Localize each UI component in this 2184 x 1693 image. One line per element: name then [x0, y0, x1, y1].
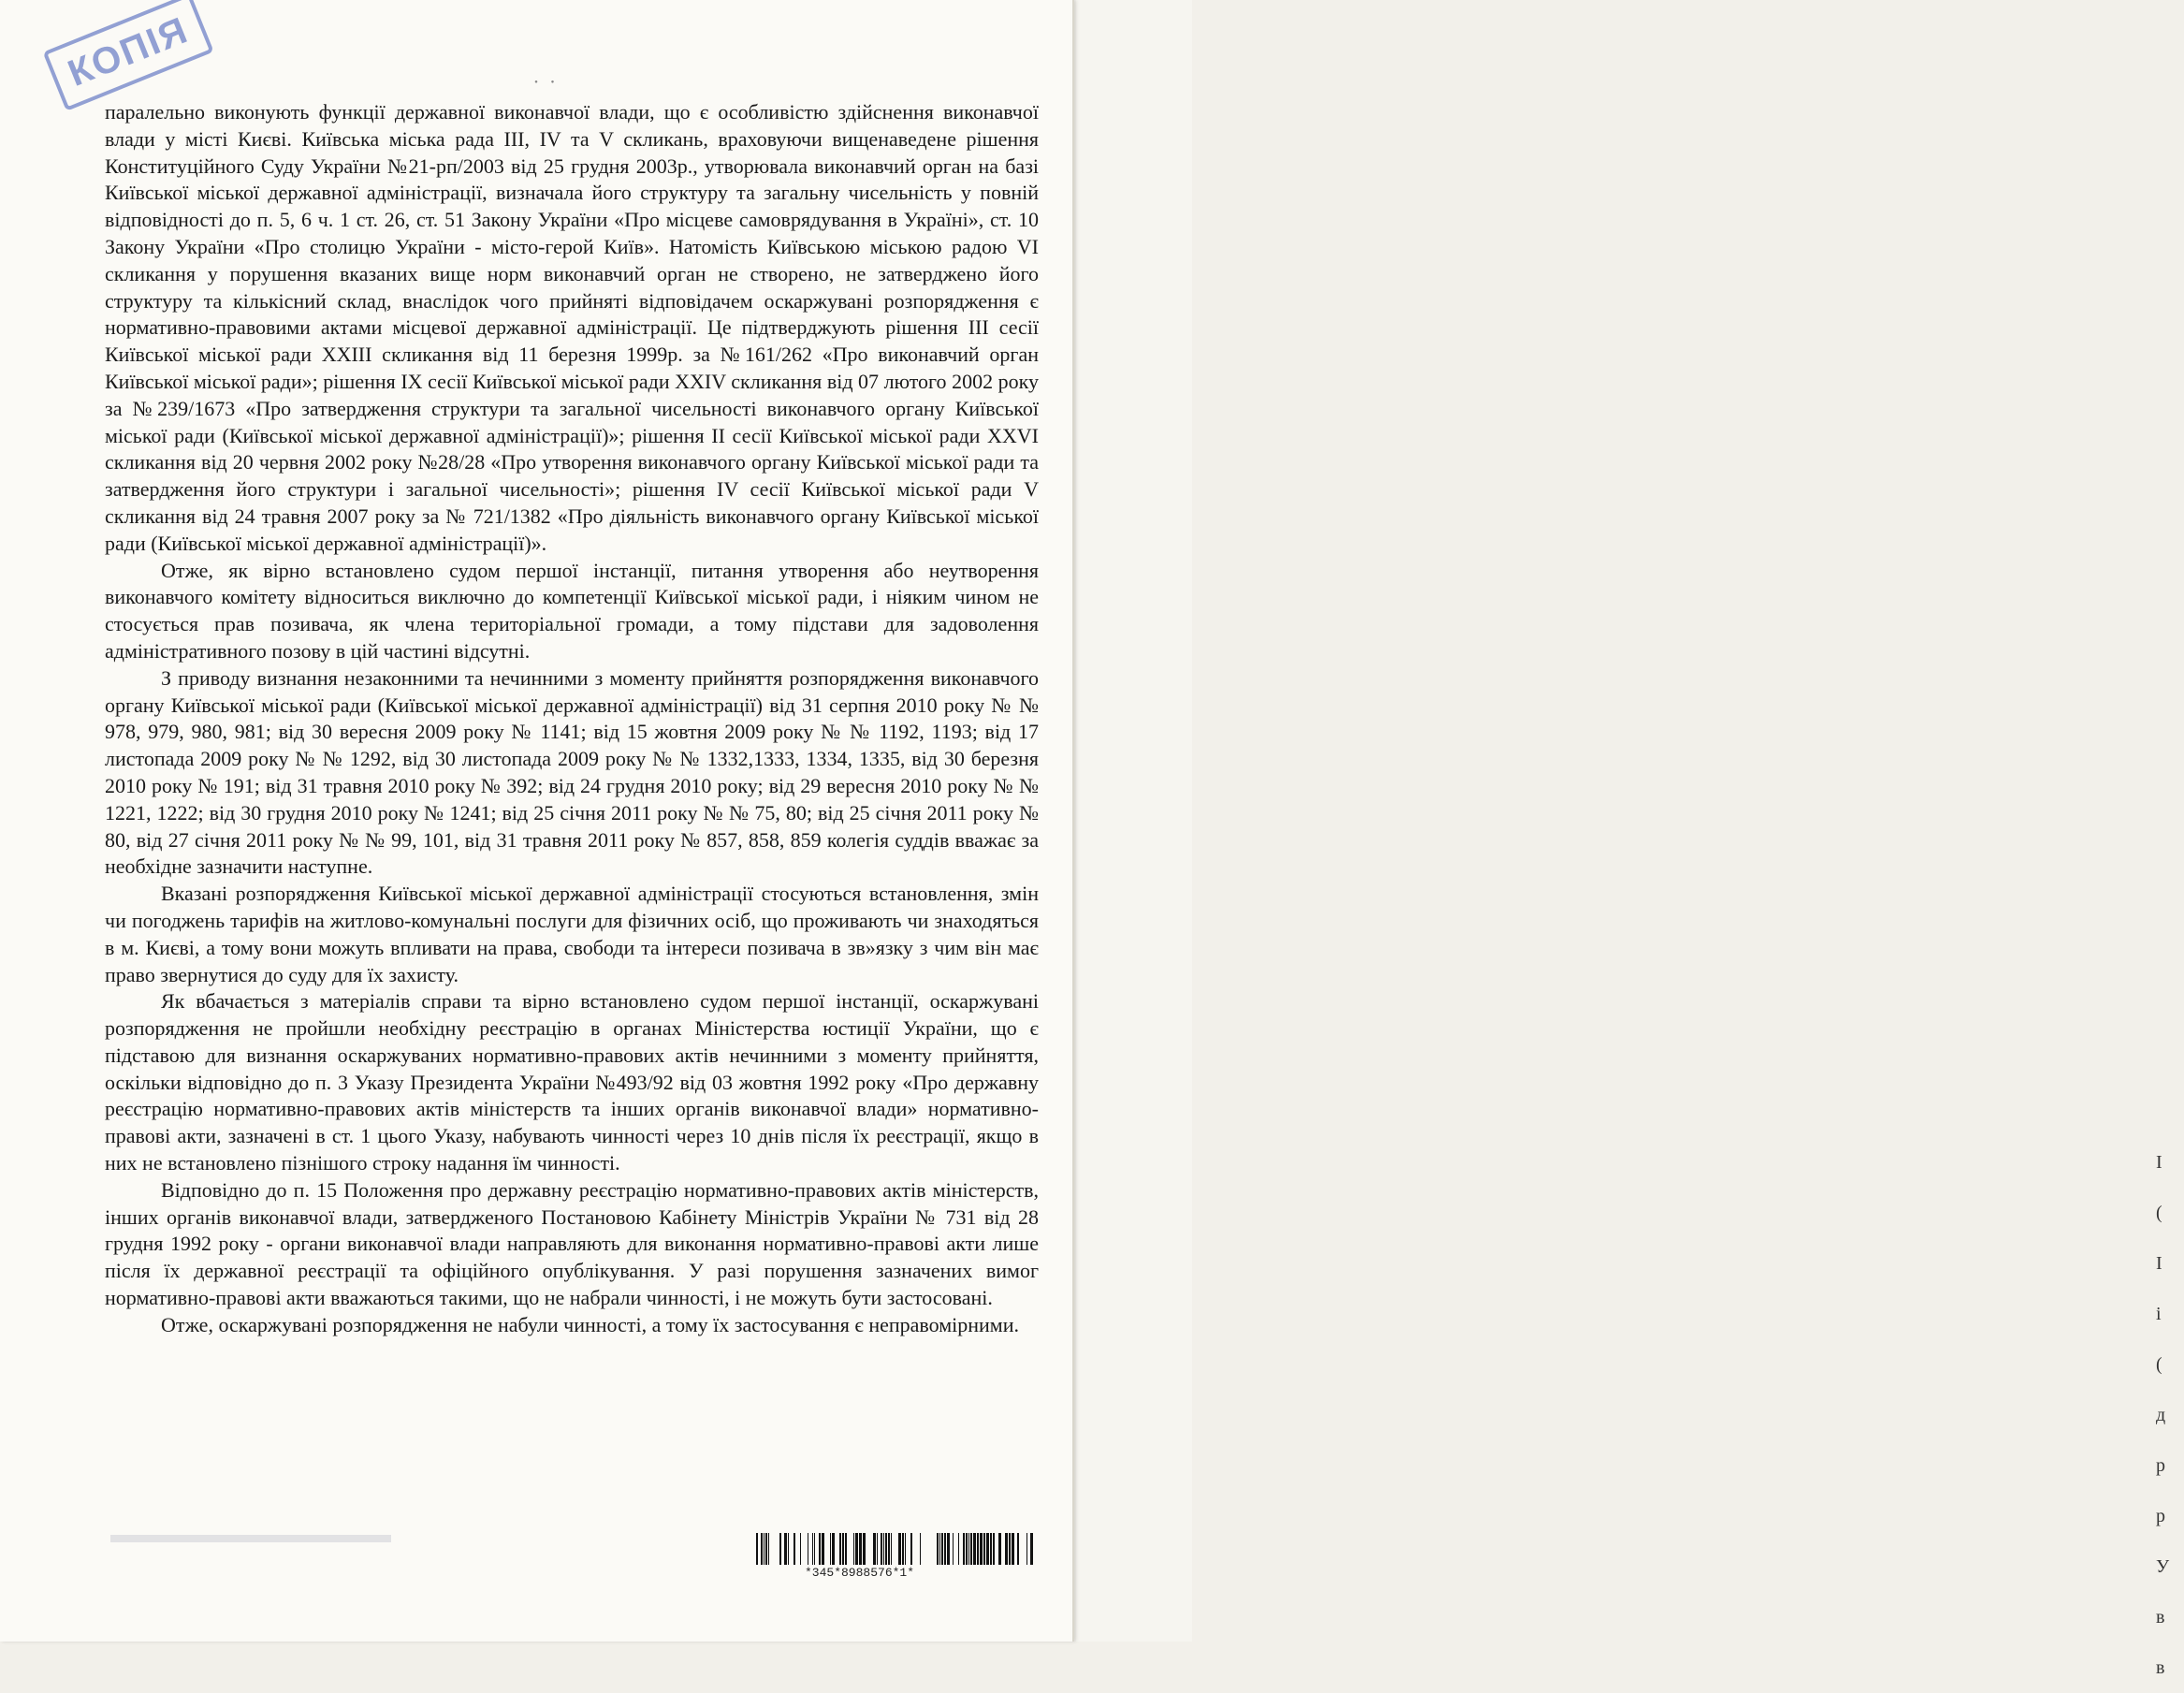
edge-letter: і — [2156, 1304, 2162, 1324]
document-page — [0, 0, 1074, 1642]
barcode-bar — [905, 1533, 906, 1565]
barcode-bar — [845, 1533, 847, 1565]
barcode-bar — [842, 1533, 844, 1565]
barcode-bar — [855, 1533, 858, 1565]
stray-mark: ・ ・ — [530, 77, 560, 91]
barcode-bar — [756, 1533, 758, 1565]
barcode-bar — [784, 1533, 787, 1565]
barcode-bar — [832, 1533, 835, 1565]
edge-letter: р — [2156, 1455, 2165, 1476]
barcode-bar — [1026, 1533, 1027, 1565]
barcode-bar — [812, 1533, 813, 1565]
barcode-bar — [800, 1533, 801, 1565]
barcode-bar — [973, 1533, 976, 1565]
edge-letter: У — [2156, 1556, 2170, 1577]
barcode-bar — [814, 1533, 815, 1565]
barcode-bar — [1030, 1533, 1033, 1565]
barcode-bar — [761, 1533, 763, 1565]
barcode-bar — [947, 1533, 950, 1565]
barcode-bar — [830, 1533, 831, 1565]
edge-letter: І — [2156, 1253, 2162, 1274]
barcode-bar — [883, 1533, 884, 1565]
edge-letter: ( — [2156, 1203, 2162, 1223]
barcode-bar — [885, 1533, 887, 1565]
barcode-bar — [853, 1533, 854, 1565]
barcode-bar — [888, 1533, 890, 1565]
edge-letter: в — [2156, 1657, 2165, 1678]
barcode-bar — [998, 1533, 1001, 1565]
barcode-bar — [910, 1533, 912, 1565]
barcode-bar — [970, 1533, 972, 1565]
edge-letter: І — [2156, 1152, 2162, 1173]
barcode-bar — [873, 1533, 876, 1565]
barcode-bar — [937, 1533, 939, 1565]
paragraph: З приводу визнання незаконними та нечинними з моменту прийняття розпорядження виконавчого органу Київської міської ради (Київської міської державної адміністрації) від 31 серпня 2010 року № № 978, 979, 980, 981; від 30 вересня 2009 року № 1141; від 15 жовтня 2009 року № № 1192, 1193; від 17 листопада 2009 року № № 1292, від 30 листопада 2009 року № № 1332,1333, 1334, 1335, від 30 березня 2010 року № 191; від 31 травня 2010 року № 392; від 24 грудня 2010 року; від 29 вересня 2010 року № № 1221, 1222; від 30 грудня 2010 року № 1241; від 25 січня 2011 року № № 75, 80; від 25 січня 2011 року № 80, від 27 січня 2011 року № № 99, 101, від 31 травня 2011 року № 857, 858, 859 колегія суддів вважає за необхідне зазначити наступне. — [105, 665, 1039, 879]
barcode-bar — [963, 1533, 965, 1565]
barcode-bar — [966, 1533, 968, 1565]
edge-letter: д — [2156, 1405, 2166, 1425]
barcode-bar — [902, 1533, 904, 1565]
document-body — [105, 99, 1039, 1339]
barcode-bar — [941, 1533, 943, 1565]
barcode-bar — [877, 1533, 878, 1565]
barcode-bar — [1009, 1533, 1011, 1565]
barcode-bar — [939, 1533, 940, 1565]
barcode-bar — [953, 1533, 954, 1565]
barcode-bar — [765, 1533, 767, 1565]
barcode — [756, 1533, 1033, 1565]
barcode-bar — [819, 1533, 821, 1565]
barcode-bar — [881, 1533, 882, 1565]
barcode-bar — [944, 1533, 946, 1565]
edge-letter: ( — [2156, 1354, 2162, 1375]
barcode-bar — [1012, 1533, 1014, 1565]
edge-letter: р — [2156, 1506, 2165, 1526]
paragraph: Отже, оскаржувані розпорядження не набули чинності, а тому їх застосування є неправомірними. — [161, 1312, 1019, 1336]
page-edge — [1072, 0, 1074, 1642]
barcode-bar — [863, 1533, 866, 1565]
barcode-bar — [920, 1533, 921, 1565]
barcode-bar — [986, 1533, 989, 1565]
barcode-bar — [980, 1533, 983, 1565]
paragraph: Як вбачається з матеріалів справи та вірно встановлено судом першої інстанції, оскаржувані розпорядження не пройшли необхідну реєстрацію в органах Міністерства юстиції України, що є підставою для визнання оскаржуваних нормативно-правових актів нечинними з моменту прийняття, оскільки відповідно до п. 3 Указу Президента України №493/92 від 03 жовтня 1992 року «Про державну реєстрацію нормативно-правових актів міністерств та інших органів виконавчої влади» нормативно-правові акти, зазначені в ст. 1 цього Указу, набувають чинності через 10 днів після їх реєстрації, якщо в них не встановлено пізнішого строку надання їм чинності. — [105, 989, 1039, 1175]
faint-bleed-through — [110, 1535, 391, 1542]
barcode-number: *345*8988576*1* — [805, 1566, 915, 1580]
barcode-bar — [794, 1533, 795, 1565]
barcode-bar — [859, 1533, 862, 1565]
barcode-bar — [993, 1533, 995, 1565]
barcode-bar — [968, 1533, 969, 1565]
barcode-bar — [822, 1533, 824, 1565]
paragraph: Отже, як вірно встановлено судом першої інстанції, питання утворення або неутворення виконавчого комітету відноситься виключно до компетенції Київської міської ради, і ніяким чином не стосується прав позивача, як члена територіальної громади, а тому підстави для задоволення адміністративного позову в цій частині відсутні. — [105, 558, 1039, 663]
barcode-bar — [983, 1533, 985, 1565]
barcode-bar — [768, 1533, 769, 1565]
barcode-bar — [1005, 1533, 1008, 1565]
paragraph: паралельно виконують функції державної виконавчої влади, що є особливістю здійснення виконавчої влади у місті Києві. Київська міська рада III, IV та V скликань, враховуючи вищенаведене рішення Конституційного Суду України №21-рп/2003 від 25 грудня 2003р., утворювала виконавчий орган на базі Київської міської державної адміністрації, визначала його структуру та загальну чисельність у повній відповідності до п. 5, 6 ч. 1 ст. 26, ст. 51 Закону України «Про місцеве самоврядування в Україні», ст. 10 Закону України «Про столицю України - місто-герой Київ». Натомість Київською міською радою VI скликання у порушення вказаних вище норм виконавчий орган не створено, не затверджено його структуру та кількісний склад, внаслідок чого прийняті відповідачем оскаржувані розпорядження є нормативно-правовими актами місцевої державної адміністрації. Це підтверджують рішення III сесії Київської міської ради XXIII скликання від 11 березня 1999р. за №161/262 «Про виконавчий орган Київської міської ради»; рішення IX сесії Київської міської ради XXIV скликання від 07 лютого 2002 року за №239/1673 «Про затвердження структури та загальної чисельності виконавчого органу Київської міської ради (Київської міської державної адміністрації)»; рішення II сесії Київської міської ради XXVI скликання від 20 червня 2002 року №28/28 «Про утворення виконавчого органу Київської міської ради та затвердження його структури і загальної чисельності»; рішення IV сесії Київської міської ради V скликання від 24 травня 2007 року за № 721/1382 «Про діяльність виконавчого органу Київської міської ради (Київської міської державної адміністрації)». — [105, 100, 1039, 555]
barcode-bar — [839, 1533, 841, 1565]
barcode-bar — [898, 1533, 901, 1565]
paragraph: Відповідно до п. 15 Положення про державну реєстрацію нормативно-правових актів міністерств, інших органів виконавчої влади, затвердженого Постановою Кабінету Міністрів України № 731 від 28 грудня 1992 року - органи виконавчої влади направляють для виконання нормативно-правові акти лише після їх державної реєстрації та офіційного опублікування. У разі порушення зазначених вимог нормативно-правові акти вважаються такими, що не набрали чинності, і не можуть бути застосовані. — [105, 1177, 1039, 1310]
paragraph: Вказані розпорядження Київської міської державної адміністрації стосуються встановлення, змін чи погоджень тарифів на житлово-комунальні послуги для фізичних осіб, що проживають чи знаходяться в м. Києві, а тому вони можуть впливати на права, свободи та інтереси позивача в зв»язку з чим він має право звернутися до суду для їх захисту. — [105, 882, 1039, 986]
barcode-bar — [788, 1533, 789, 1565]
barcode-bar — [1017, 1533, 1019, 1565]
next-page-edge-letters — [2156, 1137, 2184, 1693]
copy-stamp-text: КОПІЯ — [43, 0, 214, 111]
barcode-bar — [977, 1533, 979, 1565]
barcode-bar — [990, 1533, 992, 1565]
next-page-edge — [1076, 0, 2170, 1678]
edge-letter: в — [2156, 1607, 2165, 1627]
barcode-bar — [958, 1533, 959, 1565]
barcode-bar — [779, 1533, 781, 1565]
barcode-bar — [891, 1533, 892, 1565]
